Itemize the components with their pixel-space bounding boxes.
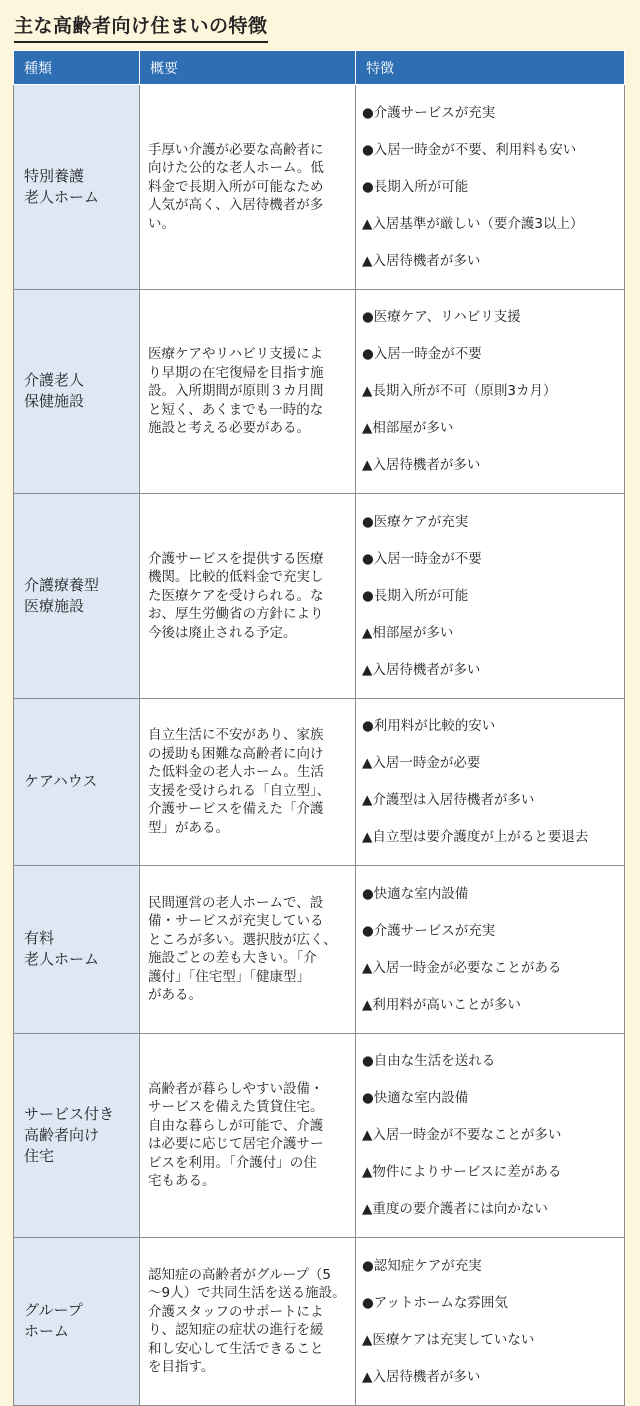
feature-item: ●利用料が比較的安い (362, 718, 496, 734)
row-features (356, 494, 625, 699)
row-summary: 医療ケアやリハビリ支援によ り早期の在宅復帰を目指す施 設。入所期間が原則３カ月間 と短く、あくまでも一時的な 施設と考える必要がある。 (140, 289, 356, 494)
feature-item: ●長期入所が可能 (362, 178, 469, 195)
page-title: 主な高齢者向け住まいの特徴 (14, 14, 268, 43)
table-row (14, 698, 625, 866)
feature-item: ▲入居待機者が多い (362, 252, 481, 269)
feature-item: ▲長期入所が不可（原則3カ月） (362, 383, 557, 399)
row-type: 有料 老人ホーム (14, 866, 140, 1034)
feature-item: ●入居一時金が不要、利用料も安い (362, 141, 577, 158)
table-row (14, 1238, 625, 1406)
feature-item: ▲利用料が高いことが多い (362, 996, 521, 1013)
row-features (356, 289, 625, 494)
feature-item: ●医療ケアが充実 (362, 513, 469, 530)
header-type: 種類 (14, 51, 140, 85)
row-summary: 認知症の高齢者がグループ（5 〜9人）で共同生活を送る施設。 介護スタッフのサポートによ り、認知症の症状の進行を緩 和し安心して生活できること を目指す。 (140, 1238, 356, 1406)
feature-item: ●認知症ケアが充実 (362, 1257, 482, 1274)
feature-item: ▲物件によりサービスに差がある (362, 1164, 562, 1180)
feature-item: ●医療ケア、リハビリ支援 (362, 309, 521, 325)
feature-item: ▲自立型は要介護度が上がると要退去 (362, 829, 589, 845)
feature-item: ▲相部屋が多い (362, 624, 454, 641)
table-row (14, 289, 625, 494)
feature-item: ▲医療ケアは充実していない (362, 1331, 535, 1348)
table-row (14, 494, 625, 699)
row-features (356, 698, 625, 866)
feature-item: ●快適な室内設備 (362, 885, 469, 902)
row-type: グループ ホーム (14, 1238, 140, 1406)
row-features (356, 85, 625, 290)
feature-item: ▲入居一時金が必要 (362, 755, 481, 771)
row-summary: 手厚い介護が必要な高齢者に 向けた公的な老人ホーム。低 料金で長期入所が可能なため 人気が高く、入居待機者が多 い。 (140, 85, 356, 290)
feature-item: ▲入居待機者が多い (362, 1368, 481, 1385)
feature-item: ●自由な生活を送れる (362, 1053, 496, 1069)
row-type: ケアハウス (14, 698, 140, 866)
row-type: サービス付き 高齢者向け 住宅 (14, 1033, 140, 1238)
row-summary: 介護サービスを提供する医療 機関。比較的低料金で充実し た医療ケアを受けられる。な お、厚生労働省の方針により 今後は廃止される予定。 (140, 494, 356, 699)
row-type: 特別養護 老人ホーム (14, 85, 140, 290)
row-features (356, 1033, 625, 1238)
comparison-table (13, 50, 625, 1406)
feature-item: ●入居一時金が不要 (362, 346, 482, 362)
feature-item: ●入居一時金が不要 (362, 550, 482, 567)
row-features (356, 1238, 625, 1406)
feature-item: ●快適な室内設備 (362, 1090, 469, 1106)
feature-item: ▲介護型は入居待機者が多い (362, 792, 535, 808)
feature-item: ●介護サービスが充実 (362, 104, 496, 121)
table-row (14, 85, 625, 290)
feature-item: ▲入居一時金が必要なことがある (362, 959, 562, 976)
row-summary: 自立生活に不安があり、家族 の援助も困難な高齢者に向け た低料金の老人ホーム。生活 支援を受けられる「自立型」、 介護サービスを備えた「介護 型」がある。 (140, 698, 356, 866)
row-type: 介護老人 保健施設 (14, 289, 140, 494)
feature-item: ●介護サービスが充実 (362, 922, 496, 939)
table-row (14, 866, 625, 1034)
feature-item: ▲重度の要介護者には向かない (362, 1201, 548, 1217)
table-header-row (14, 51, 625, 85)
table-row (14, 1033, 625, 1238)
row-summary: 民間運営の老人ホームで、設 備・サービスが充実している ところが多い。選択肢が広く、 施設ごとの差も大きい。「介 護付」「住宅型」「健康型」 がある。 (140, 866, 356, 1034)
feature-item: ▲入居待機者が多い (362, 457, 481, 473)
row-type: 介護療養型 医療施設 (14, 494, 140, 699)
feature-item: ▲入居一時金が不要なことが多い (362, 1127, 562, 1143)
feature-item: ▲入居基準が厳しい（要介護3以上） (362, 215, 584, 232)
feature-item: ●長期入所が可能 (362, 587, 469, 604)
row-summary: 高齢者が暮らしやすい設備・ サービスを備えた賃貸住宅。 自由な暮らしが可能で、介護 は必要に応じて居宅介護サー ビスを利用。「介護付」の住 宅もある。 (140, 1033, 356, 1238)
feature-item: ▲相部屋が多い (362, 420, 454, 436)
feature-item: ●アットホームな雰囲気 (362, 1294, 508, 1311)
header-summary: 概要 (140, 51, 356, 85)
header-features: 特徴 (356, 51, 625, 85)
feature-item: ▲入居待機者が多い (362, 661, 481, 678)
row-features (356, 866, 625, 1034)
